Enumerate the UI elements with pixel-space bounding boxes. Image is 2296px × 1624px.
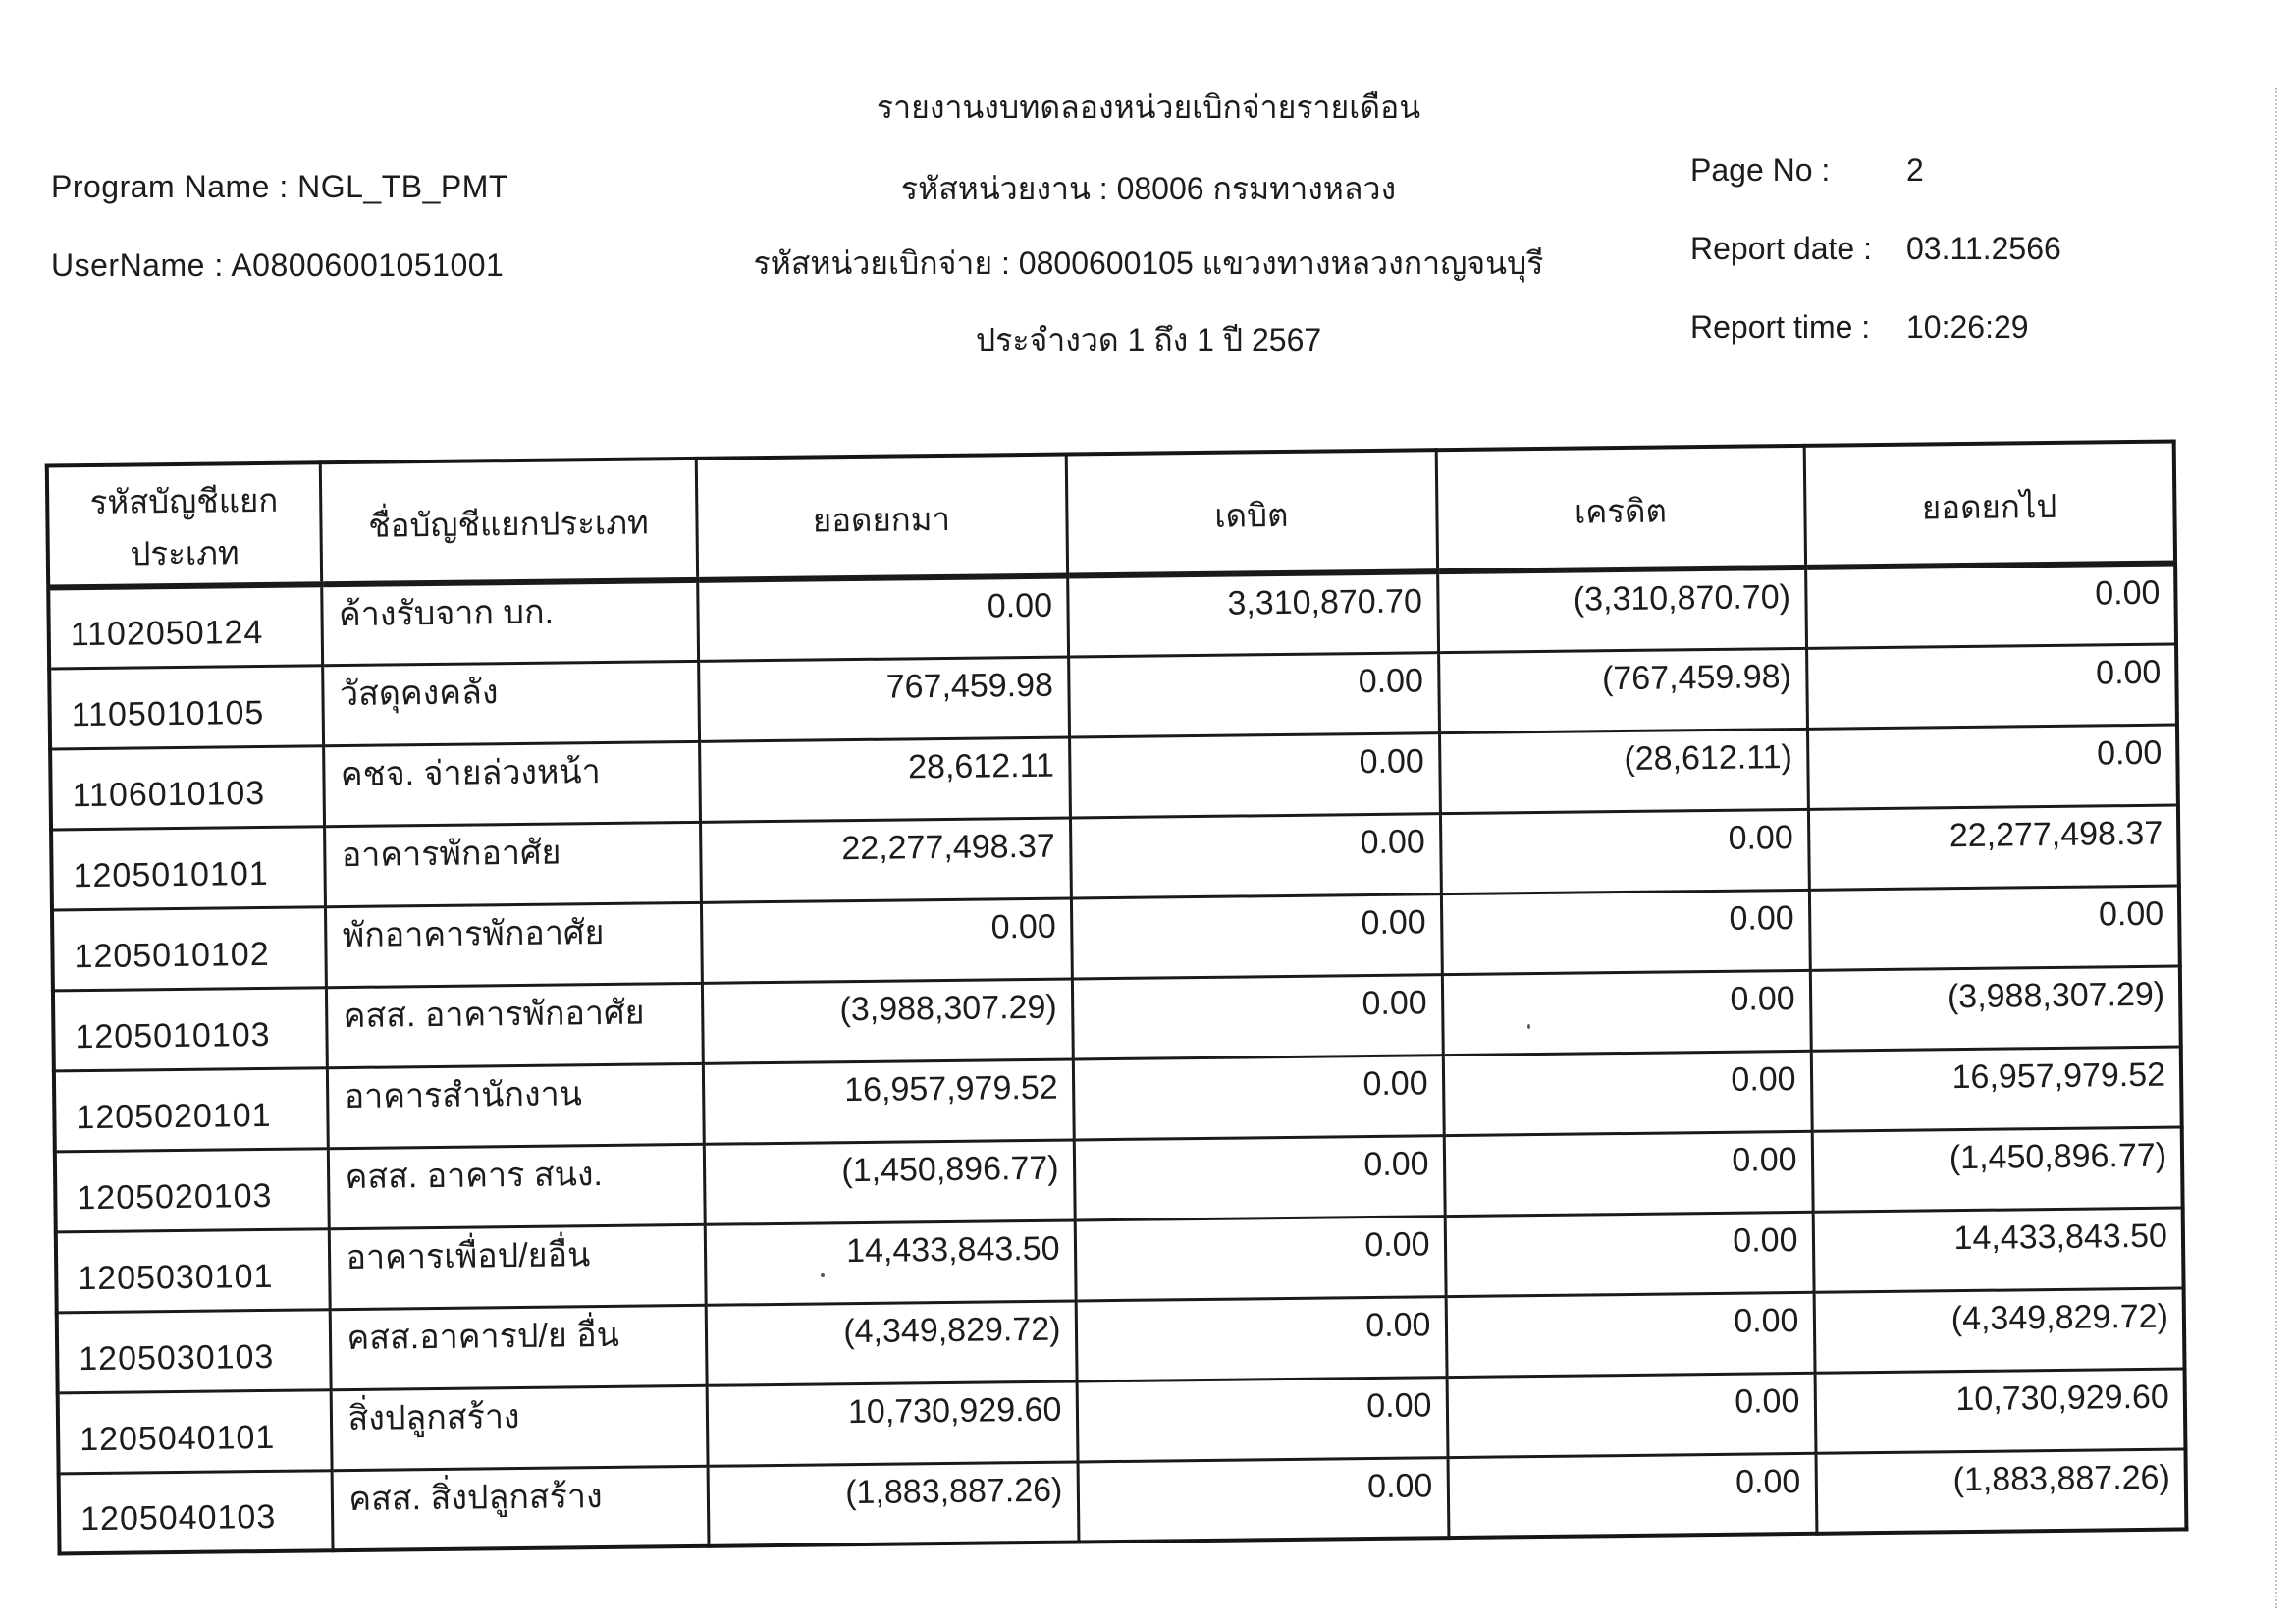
debit-cell: 0.00 xyxy=(1077,1377,1448,1461)
trial-balance-table xyxy=(45,440,2184,1541)
gl-name-cell: สิ่งปลูกสร้าง xyxy=(331,1385,708,1470)
gl-name-cell: คสส. สิ่งปลูกสร้าง xyxy=(332,1466,709,1550)
credit-cell: 0.00 xyxy=(1440,809,1809,893)
gl-name-cell: วัสดุคงคลัง xyxy=(322,661,699,745)
gl-name-cell: คชจ. จ่ายล่วงหน้า xyxy=(323,741,700,826)
gl-name-cell: อาคารเพื่อป/ยอื่น xyxy=(329,1224,706,1309)
credit-cell: 0.00 xyxy=(1442,970,1811,1055)
period-line: ประจำงวด 1 ถึง 1 ปี 2567 xyxy=(975,322,1322,357)
gl-code-cell: 1205010102 xyxy=(52,906,326,990)
col-header-gl-name: ชื่อบัญชีแยกประเภท xyxy=(320,459,697,584)
closing-balance-cell: 22,277,498.37 xyxy=(1808,805,2179,890)
report-date-value: 03.11.2566 xyxy=(1906,231,2061,266)
gl-code-cell: 1205020101 xyxy=(54,1067,328,1151)
page-no-label: Page No : xyxy=(1690,152,1831,188)
debit-cell: 0.00 xyxy=(1078,1457,1449,1542)
col-header-closing-balance: ยอดยกไป xyxy=(1804,442,2175,568)
gl-code-cell: 1205030101 xyxy=(56,1228,330,1312)
debit-cell: 3,310,870.70 xyxy=(1067,571,1438,656)
credit-cell: 0.00 xyxy=(1448,1453,1817,1538)
opening-balance-cell: 14,433,843.50 xyxy=(705,1219,1076,1304)
gl-name-cell: อาคารสำนักงาน xyxy=(327,1063,704,1148)
disbursing-unit-line: รหัสหน่วยเบิกจ่าย : 0800600105 แขวงทางหลวงกาญจนบุรี xyxy=(753,245,1544,281)
closing-balance-cell: 0.00 xyxy=(1806,644,2177,729)
debit-cell: 0.00 xyxy=(1069,732,1440,817)
gl-code-cell: 1205010101 xyxy=(51,826,325,909)
col-header-gl-code: รหัสบัญชีแยกประเภท xyxy=(47,462,321,587)
gl-name-cell: พักอาคารพักอาศัย xyxy=(325,902,702,987)
col-header-credit: เครดิต xyxy=(1436,446,1805,571)
debit-cell: 0.00 xyxy=(1076,1296,1447,1380)
report-date-label: Report date : xyxy=(1690,231,1872,266)
report-title: รายงานงบทดลองหน่วยเบิกจ่ายรายเดือน xyxy=(876,89,1421,125)
opening-balance-cell: (3,988,307.29) xyxy=(702,979,1073,1063)
gl-code-cell: 1205040101 xyxy=(58,1389,332,1473)
opening-balance-cell: 0.00 xyxy=(697,576,1068,661)
page-no-value: 2 xyxy=(1906,152,1924,188)
gl-name-cell: คสส.อาคารป/ย อื่น xyxy=(330,1305,707,1389)
col-header-debit: เดบิต xyxy=(1066,450,1437,575)
debit-cell: 0.00 xyxy=(1073,1055,1444,1139)
program-name-line: Program Name : NGL_TB_PMT xyxy=(51,169,508,204)
opening-balance-cell: (1,883,887.26) xyxy=(708,1461,1079,1545)
opening-balance-cell: 10,730,929.60 xyxy=(707,1380,1078,1465)
credit-cell: (28,612.11) xyxy=(1439,729,1808,813)
gl-name-cell: คสส. อาคารพักอาศัย xyxy=(326,983,703,1067)
closing-balance-cell: (1,883,887.26) xyxy=(1815,1448,2186,1533)
gl-name-cell: อาคารพักอาศัย xyxy=(324,822,701,906)
user-name-line: UserName : A08006001051001 xyxy=(51,247,505,283)
scan-speck xyxy=(821,1273,825,1277)
debit-cell: 0.00 xyxy=(1070,813,1441,897)
credit-cell: 0.00 xyxy=(1447,1373,1816,1457)
credit-cell: (3,310,870.70) xyxy=(1437,568,1806,652)
closing-balance-cell: 0.00 xyxy=(1807,725,2178,809)
closing-balance-cell: 14,433,843.50 xyxy=(1813,1207,2184,1291)
agency-code-line: รหัสหน่วยงาน : 08006 กรมทางหลวง xyxy=(900,171,1397,206)
gl-code-cell: 1205010103 xyxy=(53,987,327,1070)
credit-cell: (767,459.98) xyxy=(1438,648,1807,732)
gl-name-cell: คสส. อาคาร สนง. xyxy=(328,1144,705,1228)
scan-speck xyxy=(1527,1024,1530,1029)
debit-cell: 0.00 xyxy=(1068,652,1439,736)
closing-balance-cell: 0.00 xyxy=(1805,564,2176,648)
gl-code-cell: 1106010103 xyxy=(50,745,324,829)
gl-code-cell: 1105010105 xyxy=(49,665,323,748)
opening-balance-cell: 22,277,498.37 xyxy=(700,818,1071,902)
opening-balance-cell: 767,459.98 xyxy=(698,657,1069,741)
gl-code-cell: 1205030103 xyxy=(57,1309,331,1392)
closing-balance-cell: 0.00 xyxy=(1809,886,2180,970)
report-time-label: Report time : xyxy=(1690,309,1871,345)
closing-balance-cell: 10,730,929.60 xyxy=(1815,1368,2186,1452)
closing-balance-cell: (3,988,307.29) xyxy=(1810,965,2181,1050)
debit-cell: 0.00 xyxy=(1074,1135,1445,1219)
gl-code-cell: 1205040103 xyxy=(59,1470,333,1553)
opening-balance-cell: (4,349,829.72) xyxy=(706,1300,1077,1384)
table-header-row xyxy=(47,442,2175,588)
opening-balance-cell: 0.00 xyxy=(701,898,1072,983)
opening-balance-cell: 28,612.11 xyxy=(699,737,1070,822)
credit-cell: 0.00 xyxy=(1444,1131,1813,1216)
gl-code-cell: 1205020103 xyxy=(55,1148,329,1231)
credit-cell: 0.00 xyxy=(1446,1292,1815,1377)
closing-balance-cell: 16,957,979.52 xyxy=(1811,1046,2182,1130)
closing-balance-cell: (4,349,829.72) xyxy=(1814,1287,2185,1372)
gl-code-cell: 1102050124 xyxy=(48,584,322,668)
debit-cell: 0.00 xyxy=(1075,1216,1446,1300)
credit-cell: 0.00 xyxy=(1441,890,1810,974)
credit-cell: 0.00 xyxy=(1445,1212,1814,1296)
opening-balance-cell: (1,450,896.77) xyxy=(704,1139,1075,1223)
gl-name-cell: ค้างรับจาก บก. xyxy=(321,580,698,665)
col-header-opening-balance: ยอดยกมา xyxy=(696,455,1067,580)
debit-cell: 0.00 xyxy=(1072,974,1443,1058)
debit-cell: 0.00 xyxy=(1071,893,1442,978)
closing-balance-cell: (1,450,896.77) xyxy=(1812,1126,2183,1211)
report-time-value: 10:26:29 xyxy=(1906,309,2029,345)
scan-edge-dotted-line xyxy=(2275,88,2277,1608)
credit-cell: 0.00 xyxy=(1443,1051,1812,1135)
opening-balance-cell: 16,957,979.52 xyxy=(703,1058,1074,1143)
